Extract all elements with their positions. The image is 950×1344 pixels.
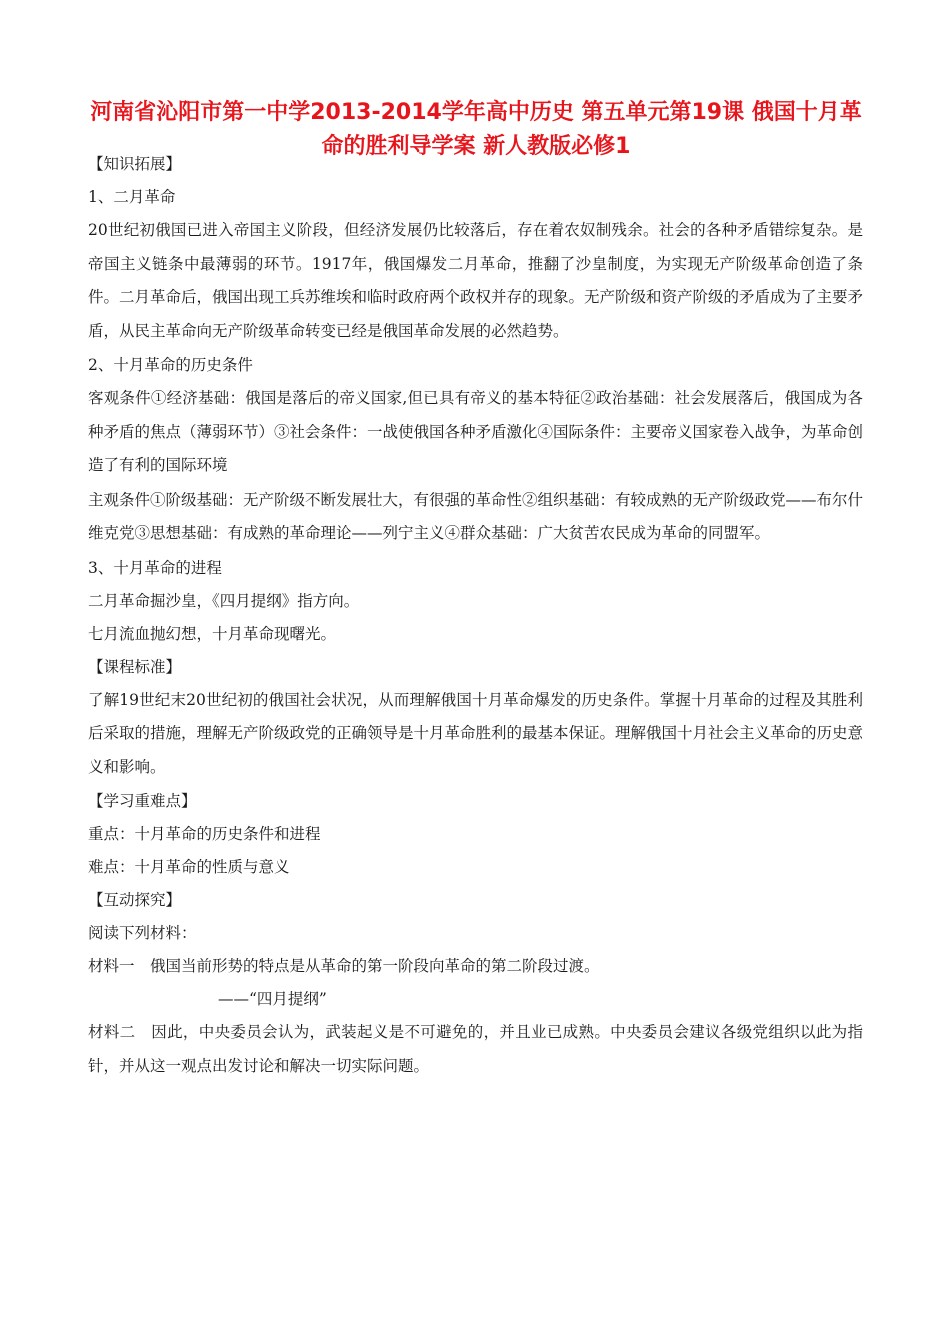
item3-line2: 七月流血抛幻想，十月革命现曙光。 [88,624,337,643]
material1-source: ——“四月提纲” [218,990,327,1008]
item1-text: 20世纪初俄国已进入帝国主义阶段，但经济发展仍比较落后，存在着农奴制残余。社会的各种矛盾错综复杂。是帝国主义链条中最薄弱的环节。1917年，俄国爆发二月革命，推翻了沙皇制度，为实现无产阶级革命创造了条件。二月革命后，俄国出现工兵苏维埃和临时政府两个政权并存的现象。无产阶级和资产阶级的矛盾成为了主要矛盾，从民主革命向无产阶级革命转变已经是俄国革命发展的必然趋势。 [88,221,864,340]
item2-objective: 客观条件①经济基础：俄国是落后的帝义国家,但已具有帝义的基本特征②政治基础：社会发展落后，俄国成为各种矛盾的焦点（薄弱环节）③社会条件：一战使俄国各种矛盾激化④国际条件：主要帝义国家卷入战争，为革命创造了有利的国际环境 [88,389,864,474]
item3-line1: 二月革命掘沙皇，《四月提纲》指方向。 [88,591,360,610]
document-body [88,148,863,1083]
material2: 材料二 因此，中央委员会认为，武装起义是不可避免的，并且业已成熟。中央委员会建议各级党组织以此为指针，并从这一观点出发讨论和解决一切实际问题。 [88,1023,863,1075]
item3-heading: 3、十月革命的进程 [88,558,222,577]
document-title: 河南省沁阳市第一中学2013-2014学年高中历史 第五单元第19课 俄国十月革命的胜利导学案 新人教版必修1 [90,100,862,159]
read-prompt: 阅读下列材料： [88,924,197,942]
section-heading-difficulty: 【学习重难点】 [88,792,197,810]
section-heading-standard: 【课程标准】 [88,657,182,676]
section-heading-explore: 【互动探究】 [88,891,182,909]
item2-heading: 2、十月革命的历史条件 [88,356,253,374]
material1: 材料一 俄国当前形势的特点是从革命的第一阶段向革命的第二阶段过渡。 [88,957,600,975]
item2-subjective: 主观条件①阶级基础：无产阶级不断发展壮大，有很强的革命性②组织基础：有较成熟的无产阶级政党——布尔什维克党③思想基础：有成熟的革命理论——列宁主义④群众基础：广大贫苦农民成为革命的同盟军。 [88,490,864,542]
hard-point: 难点：十月革命的性质与意义 [88,858,290,876]
key-point: 重点：十月革命的历史条件和进程 [88,825,321,843]
section-heading-knowledge: 【知识拓展】 [88,155,182,173]
item1-heading: 1、二月革命 [88,188,176,206]
standard-text: 了解19世纪末20世纪初的俄国社会状况，从而理解俄国十月革命爆发的历史条件。掌握十月革命的过程及其胜利后采取的措施，理解无产阶级政党的正确领导是十月革命胜利的最基本保证。理解俄国十月社会主义革命的历史意义和影响。 [88,690,864,776]
